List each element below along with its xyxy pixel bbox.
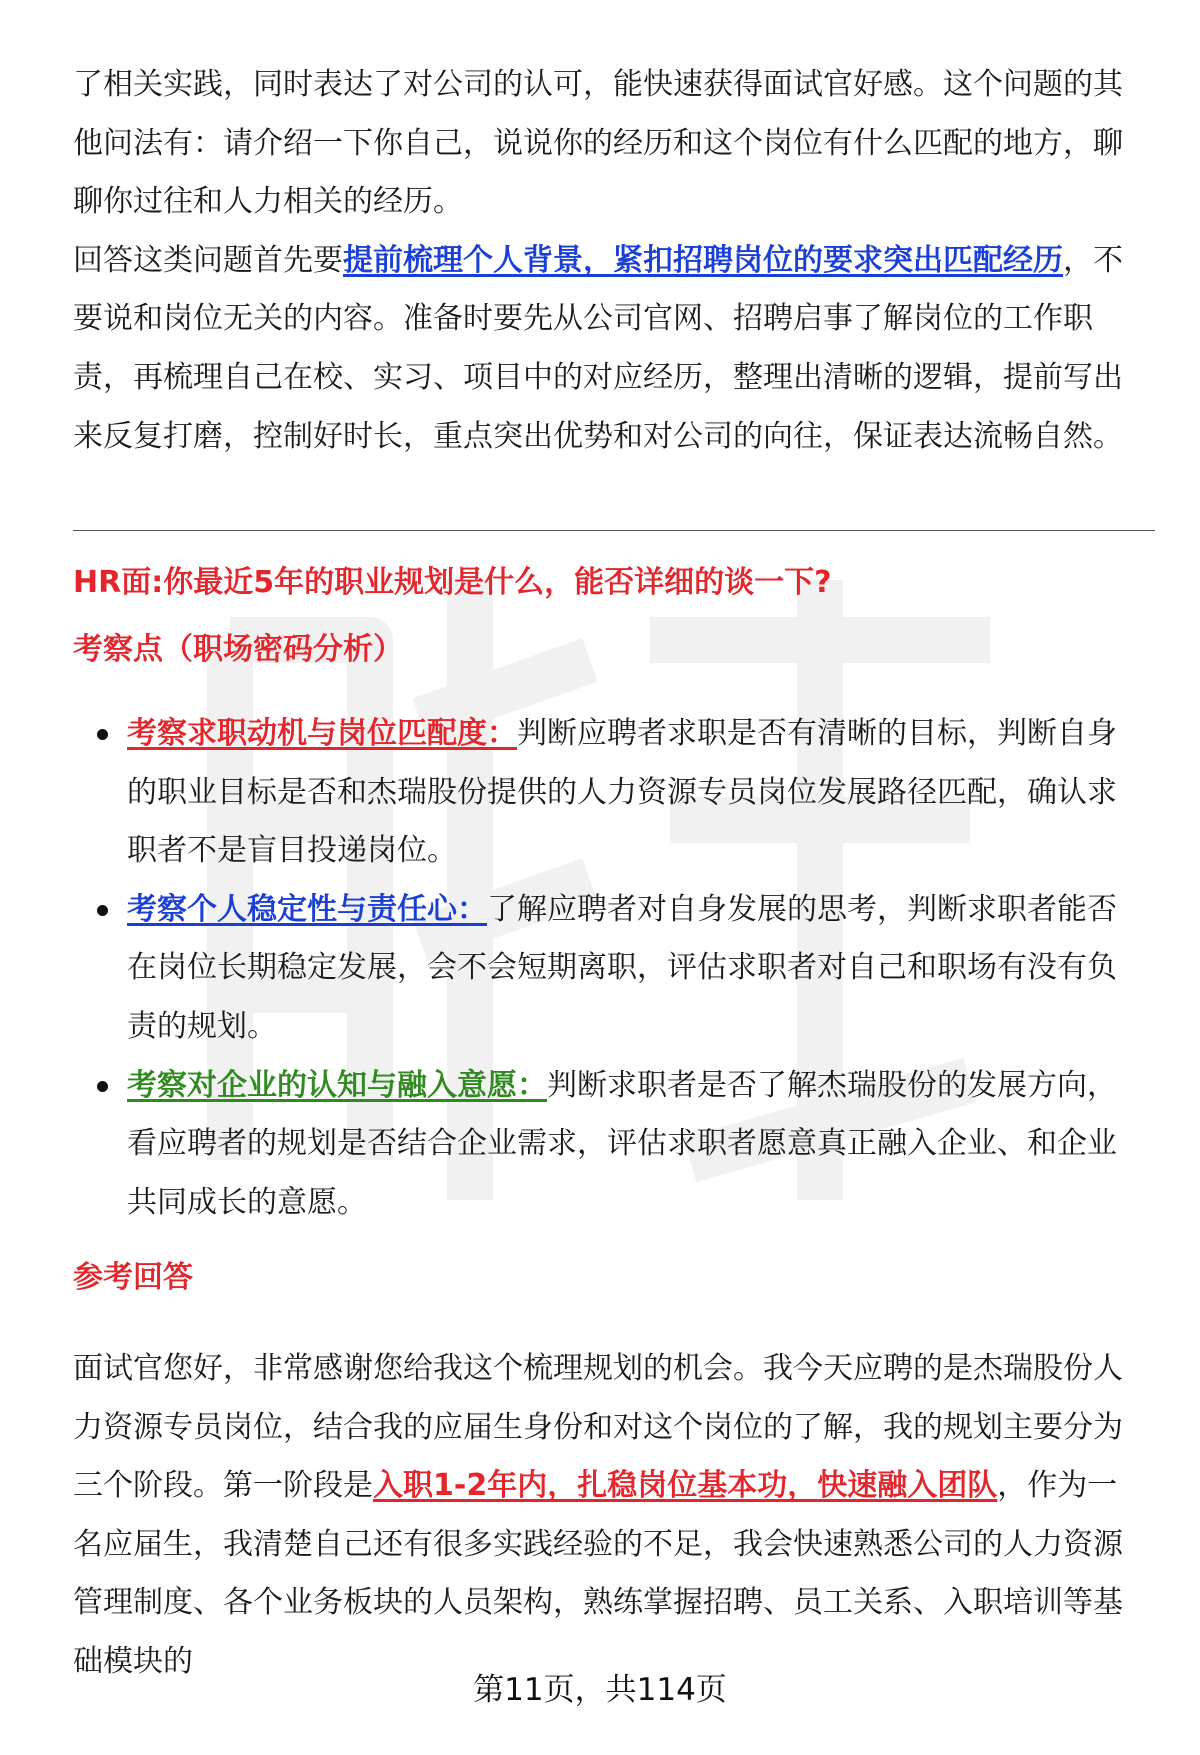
page-number: 第11页，共114页 bbox=[473, 1672, 727, 1708]
answer-section bbox=[73, 1340, 1143, 1692]
intro-paragraph-2 bbox=[73, 232, 1143, 466]
intro-section bbox=[73, 56, 1143, 466]
analysis-point bbox=[73, 881, 1143, 1057]
analysis-point-text: 了解应聘者对自身发展的思考，判断求职者能否在岗位长期稳定发展，会不会短期离职，评估求职者对自己和职场有没有负责的规划。 bbox=[127, 891, 1117, 1044]
intro-paragraph-2-end: ，不要说和岗位无关的内容。准备时要先从公司官网、招聘启事了解岗位的工作职责，再梳理自己在校、实习、项目中的对应经历，整理出清晰的逻辑，提前写出来反复打磨，控制好时长，重点突出优势和对公司的向往，保证表达流畅自然。 bbox=[73, 242, 1123, 454]
intro-paragraph-2-start: 回答这类问题首先要 bbox=[73, 242, 343, 278]
analysis-points-list bbox=[73, 705, 1143, 1232]
answer-heading: 参考回答 bbox=[73, 1260, 193, 1295]
answer-text-end: ，作为一名应届生，我清楚自己还有很多实践经验的不足，我会快速熟悉公司的人力资源管理制度、各个业务板块的人员架构，熟练掌握招聘、员工关系、入职培训等基础模块的 bbox=[73, 1468, 1123, 1679]
analysis-point-label: 考察对企业的认知与融入意愿： bbox=[127, 1067, 547, 1103]
bullet-dot-icon bbox=[97, 905, 108, 916]
answer-text-start: 面试官您好，非常感谢您给我这个梳理规划的机会。我今天应聘的是杰瑞股份人力资源专员岗位，结合我的应届生身份和对这个岗位的了解，我的规划主要分为三个阶段。第一阶段是 bbox=[73, 1351, 1123, 1504]
answer-highlight: 入职1-2年内，扎稳岗位基本功，快速融入团队 bbox=[373, 1468, 998, 1504]
intro-paragraph-1: 了相关实践，同时表达了对公司的认可，能快速获得面试官好感。这个问题的其他问法有：请介绍一下你自己，说说你的经历和这个岗位有什么匹配的地方，聊聊你过往和人力相关的经历。 bbox=[73, 67, 1123, 220]
analysis-point-label: 考察个人稳定性与责任心： bbox=[127, 891, 487, 927]
analysis-point bbox=[73, 705, 1143, 881]
section-divider bbox=[73, 530, 1155, 531]
analysis-point-text: 判断应聘者求职是否有清晰的目标，判断自身的职业目标是否和杰瑞股份提供的人力资源专员岗位发展路径匹配，确认求职者不是盲目投递岗位。 bbox=[127, 716, 1117, 869]
analysis-point-text: 判断求职者是否了解杰瑞股份的发展方向，看应聘者的规划是否结合企业需求，评估求职者愿意真正融入企业、和企业共同成长的意愿。 bbox=[127, 1067, 1117, 1220]
bullet-dot-icon bbox=[97, 729, 108, 740]
question-title: HR面:你最近5年的职业规划是什么，能否详细的谈一下? bbox=[73, 565, 832, 600]
analysis-point-label: 考察求职动机与岗位匹配度： bbox=[127, 716, 517, 751]
analysis-heading: 考察点（职场密码分析） bbox=[73, 632, 403, 667]
bullet-dot-icon bbox=[97, 1081, 108, 1092]
answer-paragraph bbox=[73, 1340, 1143, 1692]
intro-highlight: 提前梳理个人背景，紧扣招聘岗位的要求突出匹配经历 bbox=[343, 242, 1063, 278]
analysis-point bbox=[73, 1057, 1143, 1233]
